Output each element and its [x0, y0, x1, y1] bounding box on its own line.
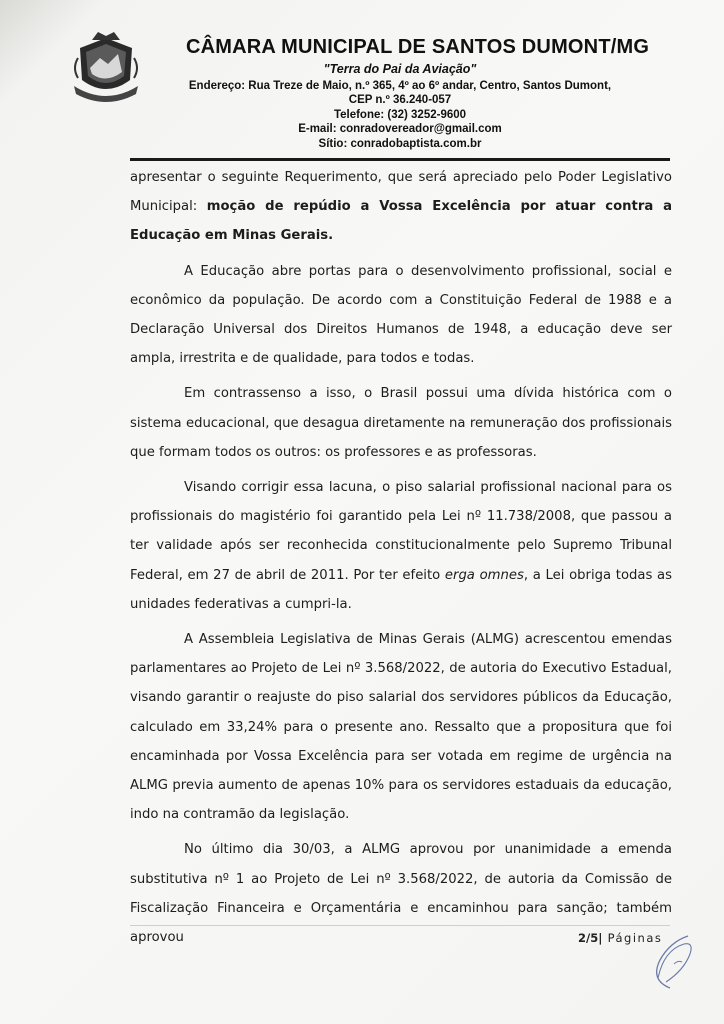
email-address: E-mail: conradovereador@gmail.com — [298, 123, 502, 135]
paragraph-almg-amendments: A Assembleia Legislativa de Minas Gerais (ALMG) acrescentou emendas parlamentares ao Projeto de Lei nº 3.568/2022, de autoria do Executivo Estadual, visando garantir o reajuste do piso salarial dos servidores públicos da Educação, calculado em 33,24% para o presente ano. Ressalto que a propositura que foi encaminhada por Vossa Excelência para ser votada em regime de urgência na ALMG previa aumento de apenas 10% para os servidores estaduais da educação, indo na contramão da legislação. — [130, 632, 672, 823]
municipal-crest-icon — [70, 28, 142, 104]
request-bold-text: moção de repúdio a Vossa Excelência por atuar contra a Educação em Minas Gerais. — [130, 199, 672, 244]
paragraph-education: A Educação abre portas para o desenvolvimento profissional, social e econômico da população. De acordo com a Constituição Federal de 1988 e a Declaração Universal dos Direitos Humanos de 1948, a educação deve ser ampla, irrestrita e de qualidade, para todos e todas. — [130, 263, 672, 367]
request-text: apresentar o seguinte Requerimento, que será apreciado pelo Poder Legislativo Municipal: — [130, 170, 672, 215]
paragraph-almg-approval: No último dia 30/03, a ALMG aprovou por unanimidade a emenda substitutiva nº 1 ao Projeto de Lei nº 3.568/2022, de autoria da Comissão de Fiscalização Financeira e Orçamentária e encaminhou para sanção; também aprovou — [130, 842, 672, 946]
header-divider — [130, 158, 670, 161]
pages-label: Páginas — [607, 931, 663, 945]
paragraph-salary-floor — [130, 473, 672, 619]
address-line: Endereço: Rua Treze de Maio, n.º 365, 4º ao 6º andar, Centro, Santos Dumont, — [188, 79, 612, 92]
website: Sítio: conradobaptista.com.br — [318, 137, 482, 150]
salary-floor-text: Visando corrigir essa lacuna, o piso salarial profissional nacional para os profissionais do magistério foi garantido pela Lei nº 11.738/2008, que passou a ter validade após ser reconhecida constitucionalmente pelo Supremo Tribunal Federal, em 27 de abril de 2011. Por ter efeito — [130, 480, 672, 583]
footer-divider — [130, 925, 670, 926]
page-count: 2/5 — [578, 931, 599, 945]
document-body — [130, 163, 672, 958]
latin-term: erga omnes — [444, 567, 524, 583]
salary-floor-text-end: , a Lei obriga todas as unidades federativas a cumpri-la. — [130, 567, 672, 612]
handwritten-signature-icon — [640, 930, 710, 990]
header-contact-block — [160, 62, 640, 151]
page-separator: | — [598, 931, 603, 945]
phone-number: Telefone: (32) 3252-9600 — [333, 108, 467, 121]
paragraph-request — [130, 163, 672, 251]
paragraph-historic-debt: Em contrassenso a isso, o Brasil possui uma dívida histórica com o sistema educacional, que desagua diretamente na remuneração dos profissionais que formam todos os outros: os professores e as professoras. — [130, 386, 672, 460]
postal-code: CEP n.º 36.240-057 — [348, 94, 452, 106]
city-motto: "Terra do Pai da Aviação" — [323, 62, 477, 76]
chamber-title: CÂMARA MUNICIPAL DE SANTOS DUMONT/MG — [186, 36, 650, 58]
